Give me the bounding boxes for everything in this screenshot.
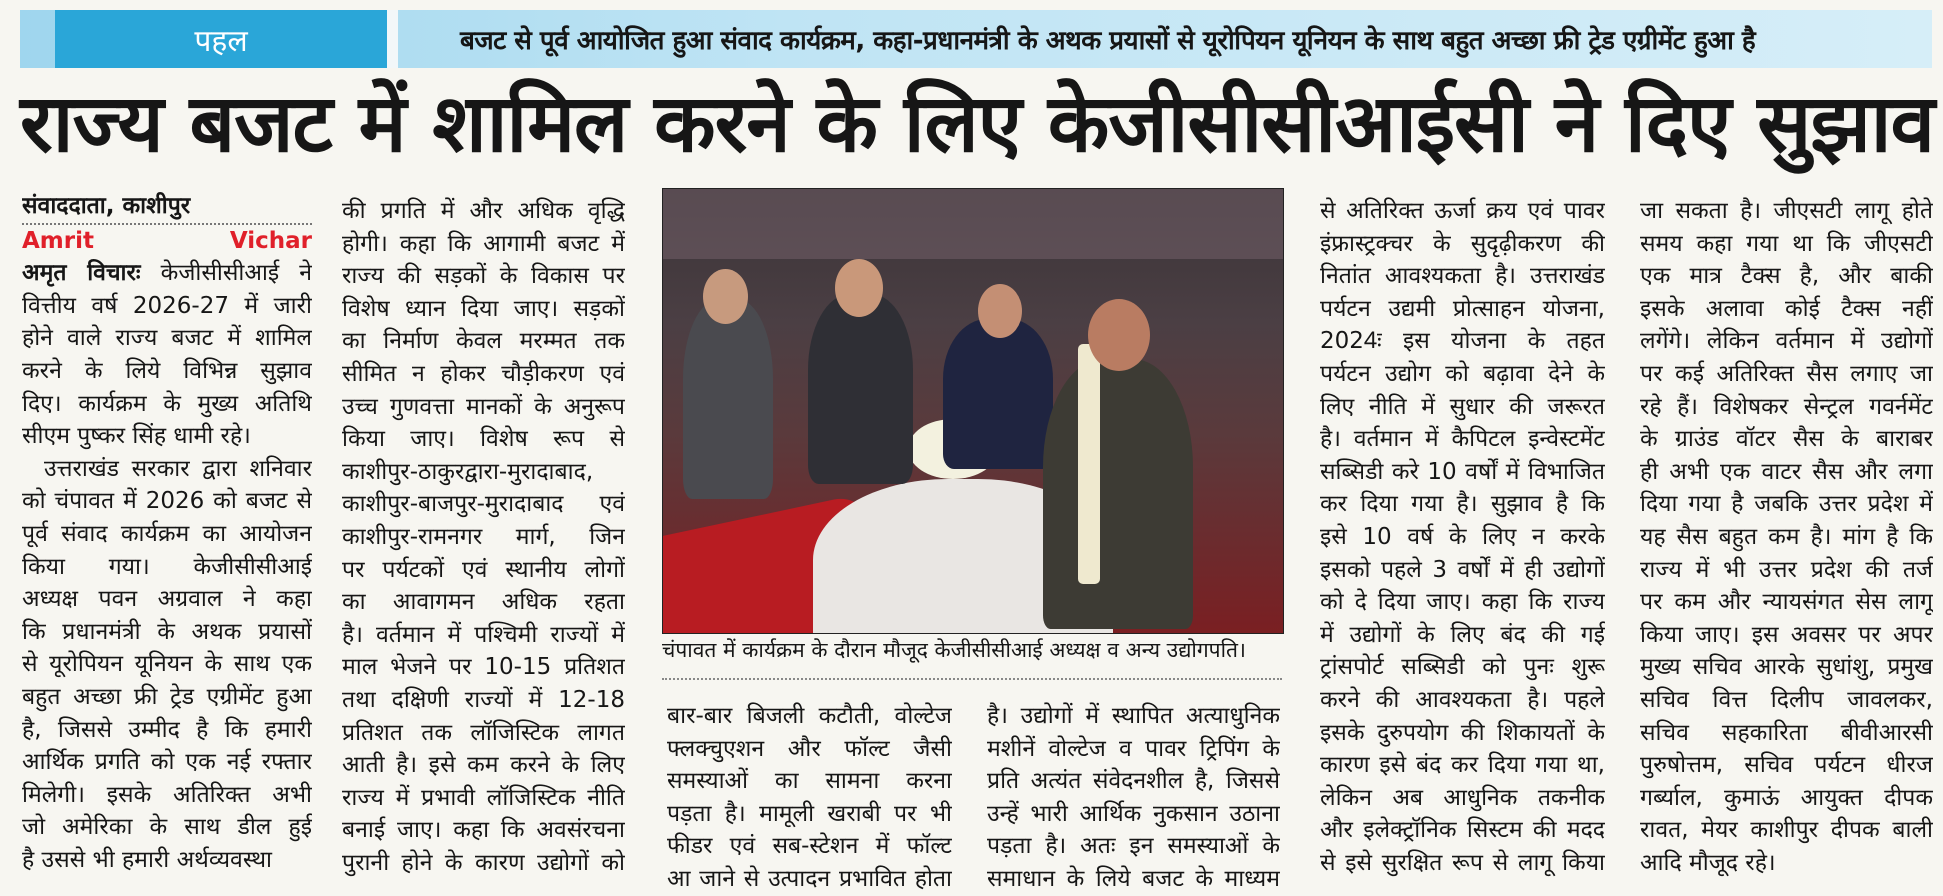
- text-line: के ग्राउंड वॉटर सैस के बाराबर: [1640, 426, 1933, 453]
- text-line: गर्ब्याल, कुमाऊं आयुक्त दीपक: [1640, 784, 1933, 811]
- text-line: पर कम और न्यायसंगत सेस लागू: [1640, 589, 1933, 616]
- text-line: तथा दक्षिणी राज्यों में 12-18: [342, 686, 625, 713]
- text-line: मशीनें वोल्टेज व पावर ट्रिपिंग के: [987, 735, 1280, 762]
- text-line: है। वर्तमान में पश्चिमी राज्यों में: [342, 621, 625, 648]
- text-line: फ्लक्चुएशन और फॉल्ट जैसी: [667, 735, 952, 762]
- text-line: को दे दिया जाए। कहा कि राज्य: [1320, 589, 1605, 616]
- photo-background-crowd: [663, 189, 1283, 259]
- text-line: एक मात्र टैक्स है, और बाकी: [1640, 263, 1933, 290]
- text-line: कि प्रधानमंत्री के अथक प्रयासों: [22, 618, 312, 645]
- text-line: इंफ्रास्ट्रक्चर के सुदृढ़ीकरण की: [1320, 230, 1605, 257]
- photo-person-1: [683, 299, 773, 499]
- source-credit: Amrit Vichar: [22, 223, 312, 258]
- text-line: मिलेगी। इसके अतिरिक्त अभी: [22, 781, 312, 808]
- article-column-4: [987, 700, 1280, 896]
- text-line: रावत, मेयर काशीपुर दीपक बाली: [1640, 817, 1933, 844]
- text-line: होगी। कहा कि आगामी बजट में: [342, 230, 625, 257]
- text-line: पुरानी होने के कारण उद्योगों को: [342, 849, 625, 876]
- text-line: का निर्माण केवल मरम्मत तक: [342, 328, 625, 355]
- text-line: कारण इसे बंद कर दिया गया था,: [1320, 752, 1605, 779]
- text-line: को चंपावत में 2026 को बजट से: [22, 488, 312, 515]
- subheadline: बजट से पूर्व आयोजित हुआ संवाद कार्यक्रम, कहा-प्रधानमंत्री के अथक प्रयासों से यूरोपियन यूनियन के साथ बहुत अच्छा फ्री ट्रेड एग्रीमेंट हुआ है: [460, 26, 1756, 56]
- text-line: आर्थिक प्रगति को एक नई रफ्तार: [22, 749, 312, 776]
- photo-person-4: [1043, 359, 1193, 629]
- text-line: अध्यक्ष पवन अग्रवाल ने कहा: [22, 586, 312, 613]
- text-line: राज्य में भी उत्तर प्रदेश की तर्ज: [1640, 556, 1933, 583]
- text-line: उन्हें भारी आर्थिक नुकसान उठाना: [987, 800, 1280, 827]
- text-line: पड़ता है। मामूली खराबी पर भी: [667, 800, 952, 827]
- text-line: लेकिन अब आधुनिक तकनीक: [1320, 784, 1605, 811]
- text-line: दिया गया है जबकि उत्तर प्रदेश में: [1640, 491, 1933, 518]
- article-column-3: [667, 700, 952, 896]
- text-line: जो अमेरिका के साथ डील हुई: [22, 814, 312, 841]
- article-column-2: [342, 195, 625, 879]
- text-line: से यूरोपियन यूनियन के साथ एक: [22, 651, 312, 678]
- text-line: जा सकता है। जीएसटी लागू होते: [1640, 198, 1933, 224]
- dateline: संवाददाता, काशीपुर: [22, 193, 191, 219]
- text-line: माल भेजने पर 10-15 प्रतिशत: [342, 654, 625, 681]
- text-line: वित्तीय वर्ष 2026-27 में जारी: [22, 292, 312, 319]
- text-line: इसको पहले 3 वर्षों में ही उद्योगों: [1320, 556, 1605, 583]
- photo-shawl: [1078, 344, 1100, 584]
- text-line: पूर्व संवाद कार्यक्रम का आयोजन: [22, 520, 312, 547]
- text-line: किया जाए। विशेष रूप से: [342, 426, 625, 453]
- text-line: होने वाले राज्य बजट में शामिल: [22, 325, 312, 352]
- text-line: बहुत अच्छा फ्री ट्रेड एग्रीमेंट हुआ: [22, 683, 312, 710]
- lead-line: [22, 257, 312, 290]
- photo-face-1: [703, 269, 748, 324]
- photo-person-3: [943, 319, 1053, 469]
- banner-divider: [387, 10, 398, 68]
- text-line: उच्च गुणवत्ता मानकों के अनुरूप: [342, 393, 625, 420]
- text-line: काशीपुर-रामनगर मार्ग, जिन: [342, 523, 625, 550]
- photo-person-2: [808, 294, 913, 484]
- text-line: कर दिया गया है। सुझाव है कि: [1320, 491, 1605, 518]
- text-line: बार-बार बिजली कटौती, वोल्टेज: [667, 703, 952, 729]
- text-line: 2024ः इस योजना के तहत: [1320, 328, 1605, 355]
- text-line: और इलेक्ट्रॉनिक सिस्टम की मदद: [1320, 817, 1605, 844]
- text-line: है। उद्योगों में स्थापित अत्याधुनिक: [987, 703, 1280, 729]
- text-line: राज्य में प्रभावी लॉजिस्टिक नीति: [342, 784, 625, 811]
- text-line: सीमित न होकर चौड़ीकरण एवं: [342, 360, 625, 387]
- text-line: आदि मौजूद रहे।: [1640, 849, 1776, 876]
- text-line: की प्रगति में और अधिक वृद्धि: [342, 198, 625, 224]
- photo-face-3: [978, 284, 1022, 338]
- text-line: सब्सिडी करे 10 वर्षों में विभाजित: [1320, 458, 1605, 485]
- text-line: सचिव वित्त दिलीप जावलकर,: [1640, 686, 1933, 713]
- lead-label: अमृत विचारः: [22, 260, 141, 287]
- text-line: किया जाए। इस अवसर पर अपर: [1640, 621, 1933, 648]
- article-column-6: [1640, 195, 1933, 879]
- text-line: बनाई जाए। कहा कि अवसंरचना: [342, 817, 625, 844]
- text-line: पर कई अतिरिक्त सैस लगाए जा: [1640, 360, 1933, 387]
- text-line: समय कहा गया था कि जीएसटी: [1640, 230, 1933, 257]
- text-line: प्रति अत्यंत संवेदनशील है, जिससे: [987, 768, 1280, 795]
- text-line: सचिव सहकारिता बीवीआरसी: [1640, 719, 1933, 746]
- text-line: है। वर्तमान में कैपिटल इन्वेस्टमेंट: [1320, 426, 1605, 453]
- text-line: में उद्योगों के लिए बंद की गई: [1320, 621, 1605, 648]
- text-line: सीएम पुष्कर सिंह धामी रहे।: [22, 423, 251, 450]
- text-line: है उससे भी हमारी अर्थव्यवस्था: [22, 846, 272, 873]
- text-line: ही अभी एक वाटर सैस और लगा: [1640, 458, 1933, 485]
- text-line: से इसे सुरक्षित रूप से लागू किया: [1320, 849, 1605, 876]
- text-line: यह सैस बहुत कम है। मांग है कि: [1640, 523, 1933, 550]
- text-line: पर्यटन उद्योग को बढ़ावा देने के: [1320, 360, 1605, 387]
- section-tag: [55, 10, 387, 68]
- event-photo: [662, 188, 1284, 634]
- text-line: काशीपुर-ठाकुरद्वारा-मुरादाबाद,: [342, 458, 594, 485]
- text-line: मुख्य सचिव आरके सुधांशु, प्रमुख: [1640, 654, 1933, 681]
- photo-caption: चंपावत में कार्यक्रम के दौरान मौजूद केजीसीसीआई अध्यक्ष व अन्य उद्योगपति।: [662, 638, 1246, 662]
- text-line: नितांत आवश्यकता है। उत्तराखंड: [1320, 263, 1605, 290]
- text-line: प्रतिशत तक लॉजिस्टिक लागत: [342, 719, 625, 746]
- text-line: पड़ता है। अतः इन समस्याओं के: [987, 833, 1280, 860]
- text-line: पर पर्यटकों एवं स्थानीय लोगों: [342, 556, 625, 583]
- photo-face-4: [1088, 299, 1150, 371]
- caption-divider: [662, 678, 1282, 680]
- text-line: पर्यटन उद्यमी प्रोत्साहन योजना,: [1320, 295, 1605, 322]
- article-column-1: [22, 190, 312, 876]
- text-line: रहे हैं। विशेषकर सेन्ट्रल गवर्नमेंट: [1640, 393, 1933, 420]
- text-line: लगेंगे। लेकिन वर्तमान में उद्योगों: [1640, 328, 1933, 355]
- text-line: ट्रांसपोर्ट सब्सिडी को पुनः शुरू: [1320, 654, 1605, 681]
- text-line: इसे 10 वर्ष के लिए न करके: [1320, 523, 1605, 550]
- text-line: करने के लिये विभिन्न सुझाव: [22, 357, 312, 384]
- text-line: काशीपुर-बाजपुर-मुरादाबाद एवं: [342, 491, 625, 518]
- text-line: विशेष ध्यान दिया जाए। सड़कों: [342, 295, 625, 322]
- section-tag-label: पहल: [194, 23, 248, 59]
- text-line: आ जाने से उत्पादन प्रभावित होता: [667, 865, 952, 892]
- text-line: से अतिरिक्त ऊर्जा क्रय एवं पावर: [1320, 198, 1605, 224]
- text-line: किया गया। केजीसीसीआई: [22, 553, 312, 580]
- text-line: आती है। इसे कम करने के लिए: [342, 752, 625, 779]
- text-line: इसके दुरुपयोग की शिकायतों के: [1320, 719, 1605, 746]
- text-line: समस्याओं का सामना करना: [667, 768, 952, 795]
- lead-text: केजीसीसीआई ने: [140, 260, 312, 287]
- article-column-5: [1320, 195, 1605, 879]
- text-line: उत्तराखंड सरकार द्वारा शनिवार: [44, 455, 312, 482]
- text-line: राज्य की सड़कों के विकास पर: [342, 263, 625, 290]
- headline: राज्य बजट में शामिल करने के लिए केजीसीसीआईसी ने दिए सुझाव: [20, 77, 1934, 170]
- photo-face-2: [835, 259, 883, 317]
- text-line: पुरुषोत्तम, सचिव पर्यटन धीरज: [1640, 752, 1933, 779]
- text-line: लिए नीति में सुधार की जरूरत: [1320, 393, 1605, 420]
- text-line: समाधान के लिये बजट के माध्यम: [987, 865, 1280, 892]
- text-line: दिए। कार्यक्रम के मुख्य अतिथि: [22, 390, 312, 417]
- text-line: फीडर एवं सब-स्टेशन में फॉल्ट: [667, 833, 952, 860]
- text-line: है, जिससे उम्मीद है कि हमारी: [22, 716, 312, 743]
- text-line: का आवागमन अधिक रहता: [342, 589, 625, 616]
- text-line: इसके अलावा कोई टैक्स नहीं: [1640, 295, 1933, 322]
- text-line: करने की आवश्यकता है। पहले: [1320, 686, 1605, 713]
